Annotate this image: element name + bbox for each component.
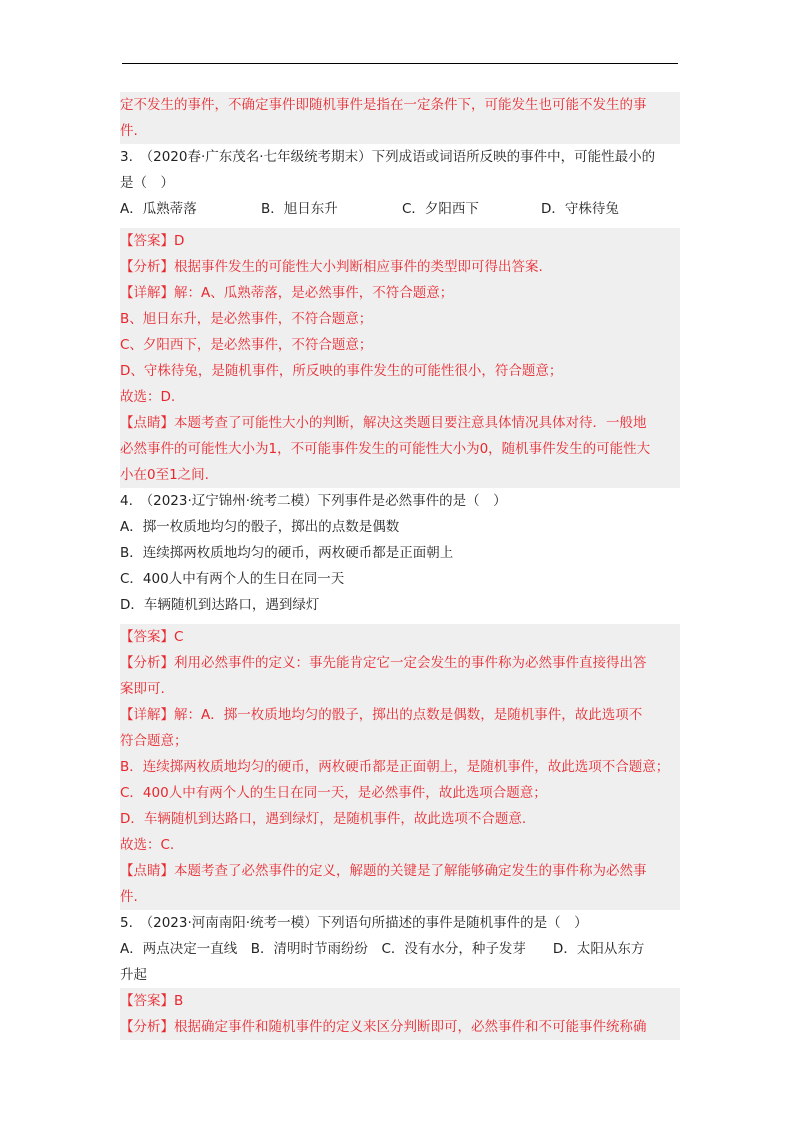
q4-option-d: D．车辆随机到达路口，遇到绿灯 bbox=[120, 597, 320, 613]
q3-detail-4: D、守株待兔，是随机事件，所反映的事件发生的可能性很小，符合题意； bbox=[120, 363, 563, 379]
q4-option-a: A．掷一枚质地均匀的骰子，掷出的点数是偶数 bbox=[120, 519, 400, 535]
q3-choice: 故选：D. bbox=[120, 389, 176, 405]
header-rule bbox=[122, 63, 678, 64]
q3-stem-line2: 是（ ） bbox=[120, 175, 174, 191]
q4-answer: 【答案】C bbox=[120, 629, 184, 645]
q4-detail-1: 【详解】解：A．掷一枚质地均匀的骰子，掷出的点数是偶数，是随机事件，故此选项不 bbox=[120, 707, 643, 723]
q4-detail-4: C．400人中有两个人的生日在同一天，是必然事件，故此选项合题意； bbox=[120, 785, 547, 801]
q3-answer: 【答案】D bbox=[120, 233, 185, 249]
q5-options-cont: 升起 bbox=[120, 967, 147, 983]
q3-detail-3: C、夕阳西下，是必然事件，不符合题意； bbox=[120, 337, 373, 353]
document-body bbox=[120, 92, 680, 1040]
q3-analysis: 【分析】根据事件发生的可能性大小判断相应事件的类型即可得出答案. bbox=[120, 259, 543, 275]
q4-stem: 4. （2023·辽宁锦州·统考二模）下列事件是必然事件的是（ ） bbox=[120, 493, 507, 509]
q5-analysis-1: 【分析】根据确定事件和随机事件的定义来区分判断即可，必然事件和不可能事件统称确 bbox=[120, 1019, 647, 1035]
q3-option-d: D．守株待兔 bbox=[541, 201, 619, 217]
q4-option-c: C．400人中有两个人的生日在同一天 bbox=[120, 571, 345, 587]
q5-solution bbox=[120, 988, 680, 1040]
q4-detail-3: B．连续掷两枚质地均匀的硬币，两枚硬币都是正面朝上，是随机事件，故此选项不合题意； bbox=[120, 759, 670, 775]
q3-option-b: B．旭日东升 bbox=[261, 201, 338, 217]
q5-answer: 【答案】B bbox=[120, 993, 184, 1009]
q3-solution bbox=[120, 228, 680, 488]
q5-options: A．两点决定一直线 B．清明时节雨纷纷 C．没有水分，种子发芽 D．太阳从东方 bbox=[120, 941, 645, 957]
q3-option-a: A．瓜熟蒂落 bbox=[120, 201, 197, 217]
q3-review-1: 【点睛】本题考查了可能性大小的判断，解决这类题目要注意具体情况具体对待．一般地 bbox=[120, 415, 647, 431]
q4-solution bbox=[120, 624, 680, 910]
q4-review-2: 件. bbox=[120, 889, 138, 905]
q3-detail-1: 【详解】解：A、瓜熟蒂落，是必然事件，不符合题意； bbox=[120, 285, 454, 301]
q4-detail-2: 符合题意； bbox=[120, 733, 188, 749]
q5-stem: 5. （2023·河南南阳·统考一模）下列语句所描述的事件是随机事件的是（ ） bbox=[120, 915, 588, 931]
q4-analysis-2: 案即可. bbox=[120, 681, 165, 697]
q3-review-2: 必然事件的可能性大小为1，不可能事件发生的可能性大小为0，随机事件发生的可能性大 bbox=[120, 441, 651, 457]
q3-option-c: C．夕阳西下 bbox=[402, 201, 479, 217]
q4-detail-5: D．车辆随机到达路口，遇到绿灯，是随机事件，故此选项不合题意. bbox=[120, 811, 527, 827]
q4-choice: 故选：C. bbox=[120, 837, 175, 853]
q3-review-3: 小在0至1之间. bbox=[120, 467, 209, 483]
q3-stem-line1: 3. （2020春·广东茂名·七年级统考期末）下列成语或词语所反映的事件中，可能性最小的 bbox=[120, 149, 656, 165]
q3-detail-2: B、旭日东升，是必然事件，不符合题意； bbox=[120, 311, 373, 327]
previous-analysis: 定不发生的事件，不确定事件即随机事件是指在一定条件下，可能发生也可能不发生的事 件. bbox=[120, 92, 680, 144]
q4-option-b: B．连续掷两枚质地均匀的硬币，两枚硬币都是正面朝上 bbox=[120, 545, 454, 561]
q4-analysis-1: 【分析】利用必然事件的定义：事先能肯定它一定会发生的事件称为必然事件直接得出答 bbox=[120, 655, 647, 671]
q3-options bbox=[120, 196, 680, 222]
q4-review-1: 【点睛】本题考查了必然事件的定义，解题的关键是了解能够确定发生的事件称为必然事 bbox=[120, 863, 647, 879]
